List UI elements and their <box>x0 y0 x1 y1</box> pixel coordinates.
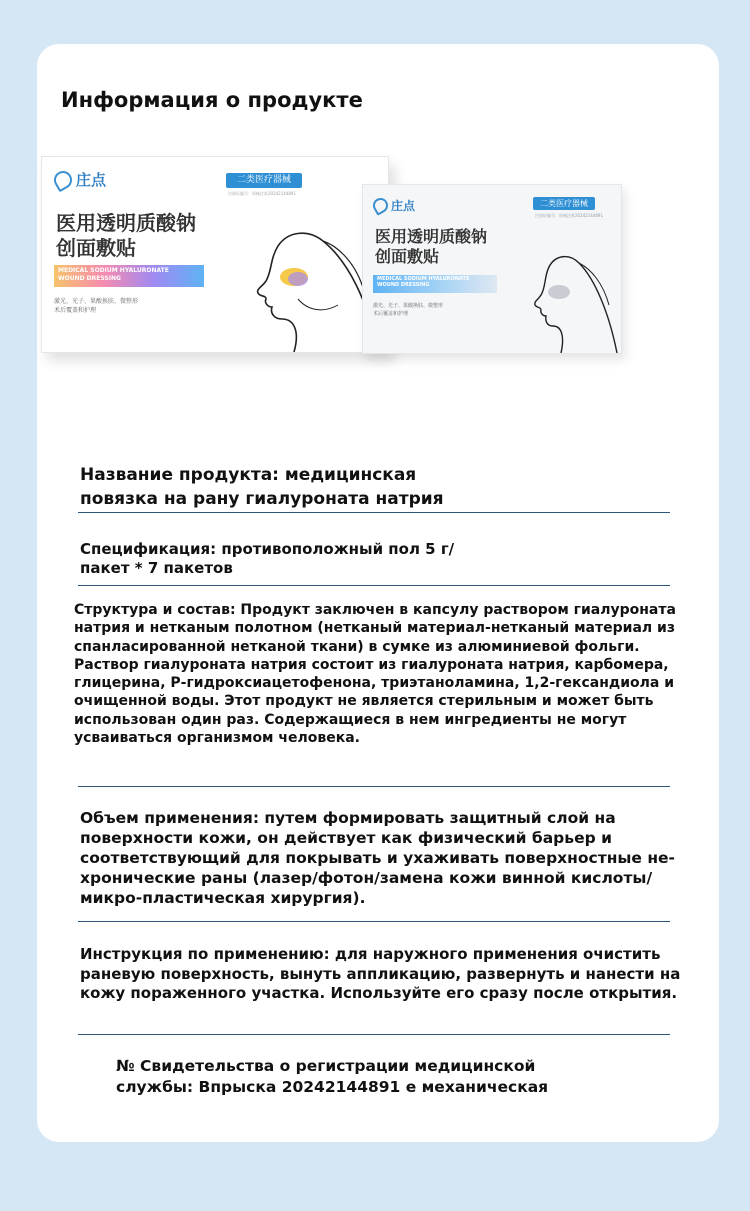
packet-product-name-en: MEDICAL SODIUM HYALURONATE WOUND DRESSING <box>373 275 497 293</box>
divider <box>78 512 670 513</box>
product-name-text: Название продукта: медицинская повязка на рану гиалуроната натрия <box>80 465 444 509</box>
scope-text: Объем применения: путем формировать защитный слой на поверхности кожи, он действует как физический барьер и соответствующий для покрывать и ухаживать поверхностные не-хронические раны (лазер/фотон/замена кожи винной кислоты/микро-пластическая хирургия). <box>80 809 675 907</box>
packet-product-name-cn: 医用透明质酸钠 创面敷贴 <box>375 227 488 266</box>
packet-usage-text: 激光、光子、果酸换肤、微整形 术后覆盖和护理 <box>373 303 444 317</box>
structure-text: Структура и состав: Продукт заключен в капсулу раствором гиалуроната натрия и нетканым полотном (нетканый материал-нетканый материал из спанласированной нетканой ткани) в сумке из алюминиевой фольги. Раствор гиалуроната натрия состоит из гиалуроната натрия, карбомера, глицерина, Р-гидроксиацетофенона, триэтаноламина, 1,2-гександиола и очищенной воды. Этот продукт не является стерильным и может быть использован один раз. Содержащиеся в нем ингредиенты не могут усваиваться организмом человека. <box>74 602 676 747</box>
device-class-badge: 二类医疗器械 <box>226 173 302 188</box>
product-packet-image <box>362 184 622 354</box>
brand-name: 庄点 <box>76 171 107 189</box>
packet-device-class-badge: 二类医疗器械 <box>533 197 595 210</box>
divider <box>78 585 670 586</box>
registration-small-print: 注册证编号：琼械注准20242144891 <box>228 191 296 196</box>
instructions-text: Инструкция по применению: для наружного применения очистить раневую поверхность, вынуть аппликацию, развернуть и нанести на кожу пораженного участка. Используйте его сразу после открытия. <box>80 945 681 1002</box>
divider <box>78 786 670 787</box>
divider <box>78 921 670 922</box>
brand-logo <box>54 169 106 190</box>
product-name-en: MEDICAL SODIUM HYALURONATE WOUND DRESSING <box>54 265 204 287</box>
packet-face-illustration <box>519 229 621 353</box>
product-name-cn: 医用透明质酸钠 创面敷贴 <box>56 211 196 260</box>
product-box-image <box>41 156 389 353</box>
packet-brand-drop-icon <box>370 195 390 215</box>
usage-text: 激光、光子、果酸换肤、微整形 术后覆盖和护理 <box>54 298 139 314</box>
page-title: Информация о продукте <box>61 88 363 112</box>
packet-registration-small-print: 注册证编号：琼械注准20242144891 <box>535 213 603 218</box>
brand-drop-icon <box>51 167 76 192</box>
packet-brand-logo <box>373 197 415 214</box>
registration-text: № Свидетельства о регистрации медицинской службы: Впрыска 20242144891 е механическая <box>116 1057 549 1096</box>
divider <box>78 1034 670 1035</box>
packet-brand-name: 庄点 <box>391 199 416 213</box>
specification-text: Спецификация: противоположный пол 5 г/пакет * 7 пакетов <box>80 540 455 577</box>
